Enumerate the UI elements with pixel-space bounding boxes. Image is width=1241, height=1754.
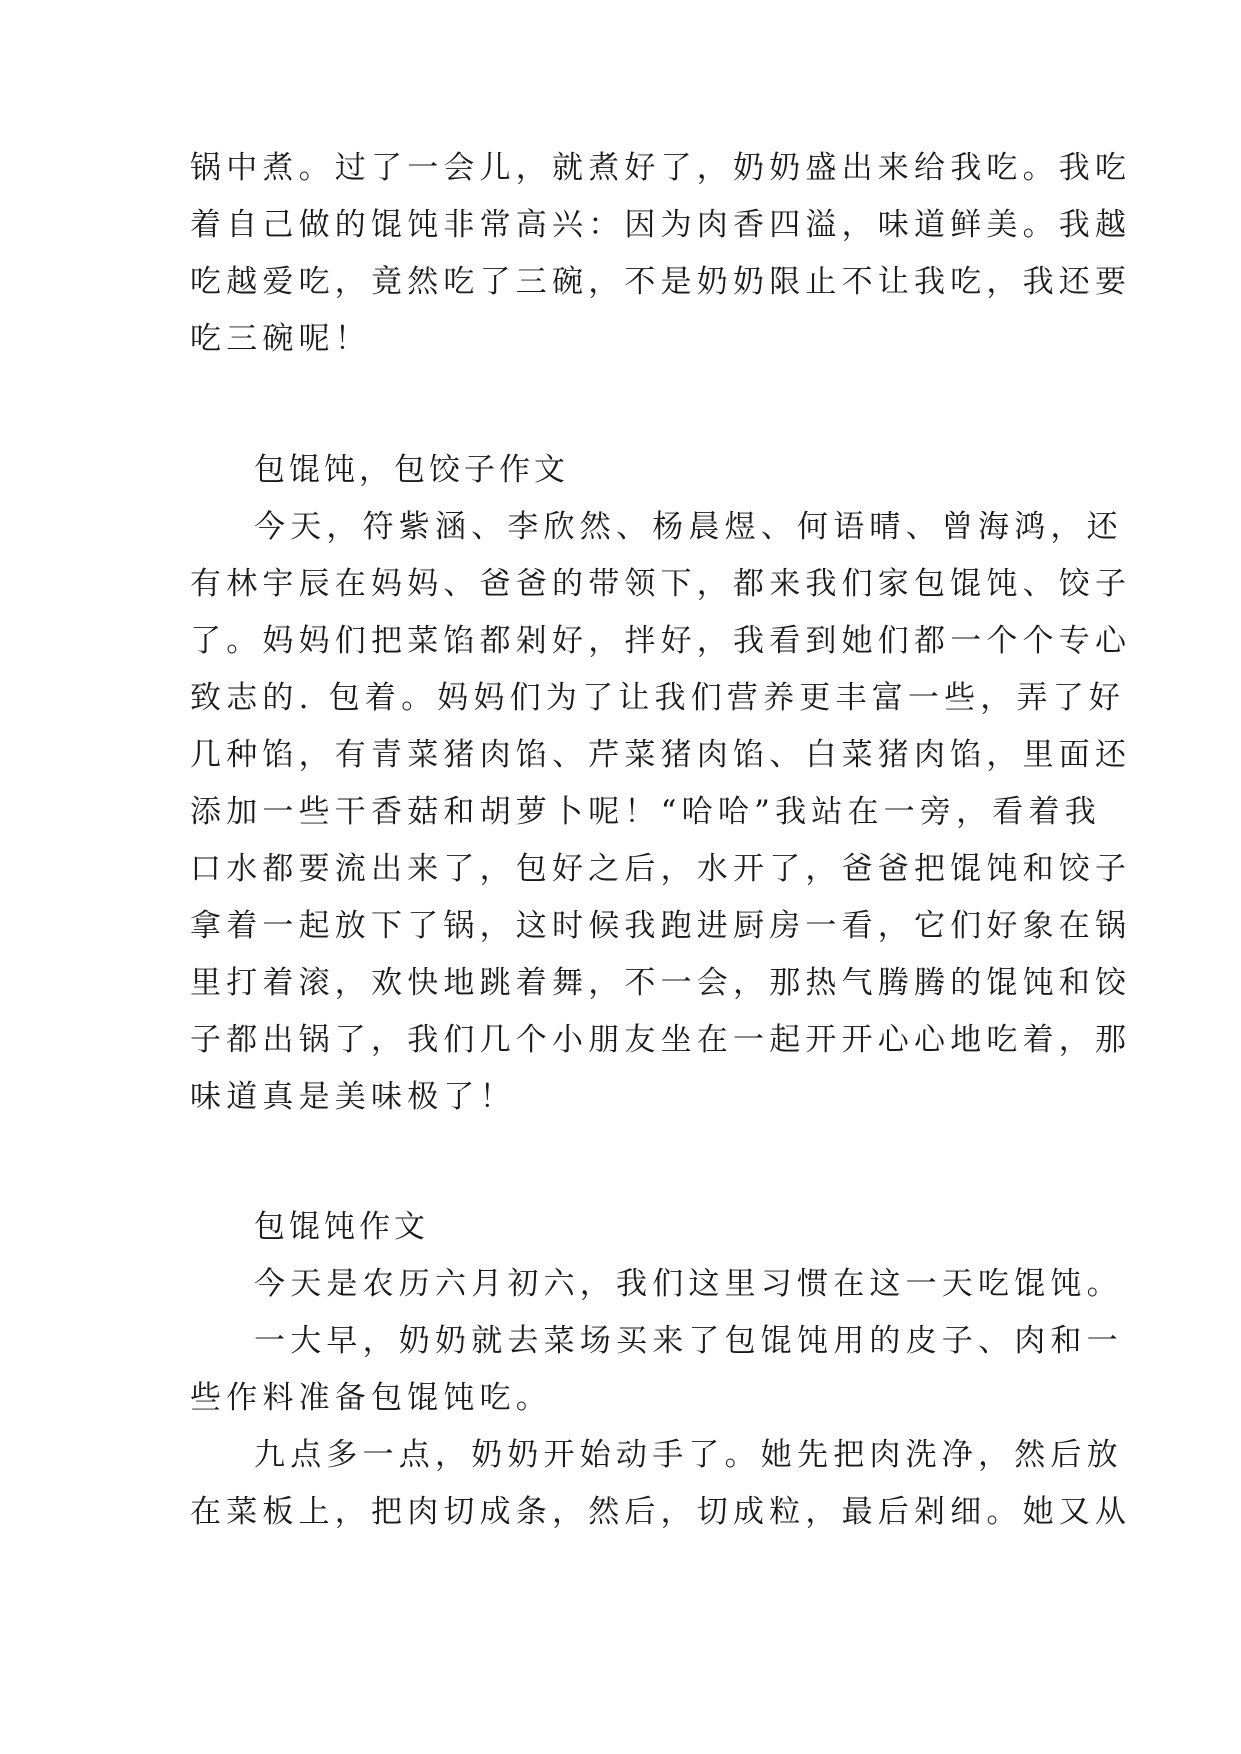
text-line: 致志的. 包着。妈妈们为了让我们营养更丰富一些，弄了好 bbox=[190, 680, 1126, 716]
text-line: 吃三碗呢！ bbox=[190, 321, 371, 357]
text-line: 拿着一起放下了锅，这时候我跑进厨房一看，它们好象在锅 bbox=[190, 908, 1132, 944]
text-line: 在菜板上，把肉切成条，然后，切成粒，最后剁细。她又从 bbox=[190, 1494, 1132, 1530]
text-line: 吃越爱吃，竟然吃了三碗，不是奶奶限止不让我吃，我还要 bbox=[190, 264, 1132, 300]
text-line: 一大早，奶奶就去菜场买来了包馄饨用的皮子、肉和一 bbox=[254, 1323, 1123, 1359]
text-line: 里打着滚，欢快地跳着舞，不一会，那热气腾腾的馄饨和饺 bbox=[190, 965, 1132, 1001]
text-line: 今天是农历六月初六，我们这里习惯在这一天吃馄饨。 bbox=[254, 1266, 1123, 1302]
text-line: 九点多一点，奶奶开始动手了。她先把肉洗净，然后放 bbox=[254, 1437, 1123, 1473]
text-line: 子都出锅了，我们几个小朋友坐在一起开开心心地吃着，那 bbox=[190, 1022, 1132, 1058]
text-line: 几种馅，有青菜猪肉馅、芹菜猪肉馅、白菜猪肉馅，里面还 bbox=[190, 737, 1132, 773]
text-line: 锅中煮。过了一会儿，就煮好了，奶奶盛出来给我吃。我吃 bbox=[190, 150, 1132, 186]
section-heading: 包馄饨，包饺子作文 bbox=[254, 452, 569, 488]
text-line: 些作料准备包馄饨吃。 bbox=[190, 1380, 552, 1416]
text-line: 今天，符紫涵、李欣然、杨晨煜、何语晴、曾海鸿，还 bbox=[254, 509, 1123, 545]
text-line: 口水都要流出来了，包好之后，水开了，爸爸把馄饨和饺子 bbox=[190, 851, 1132, 887]
section-heading: 包馄饨作文 bbox=[254, 1209, 429, 1245]
text-line: 添加一些干香菇和胡萝卜呢！“哈哈”我站在一旁，看着我 bbox=[190, 794, 1101, 830]
text-line: 味道真是美味极了！ bbox=[190, 1079, 516, 1115]
text-line: 着自己做的馄饨非常高兴：因为肉香四溢，味道鲜美。我越 bbox=[190, 207, 1132, 243]
text-line: 了。妈妈们把菜馅都剁好，拌好，我看到她们都一个个专心 bbox=[190, 623, 1132, 659]
text-line: 有林宇辰在妈妈、爸爸的带领下，都来我们家包馄饨、饺子 bbox=[190, 566, 1132, 602]
